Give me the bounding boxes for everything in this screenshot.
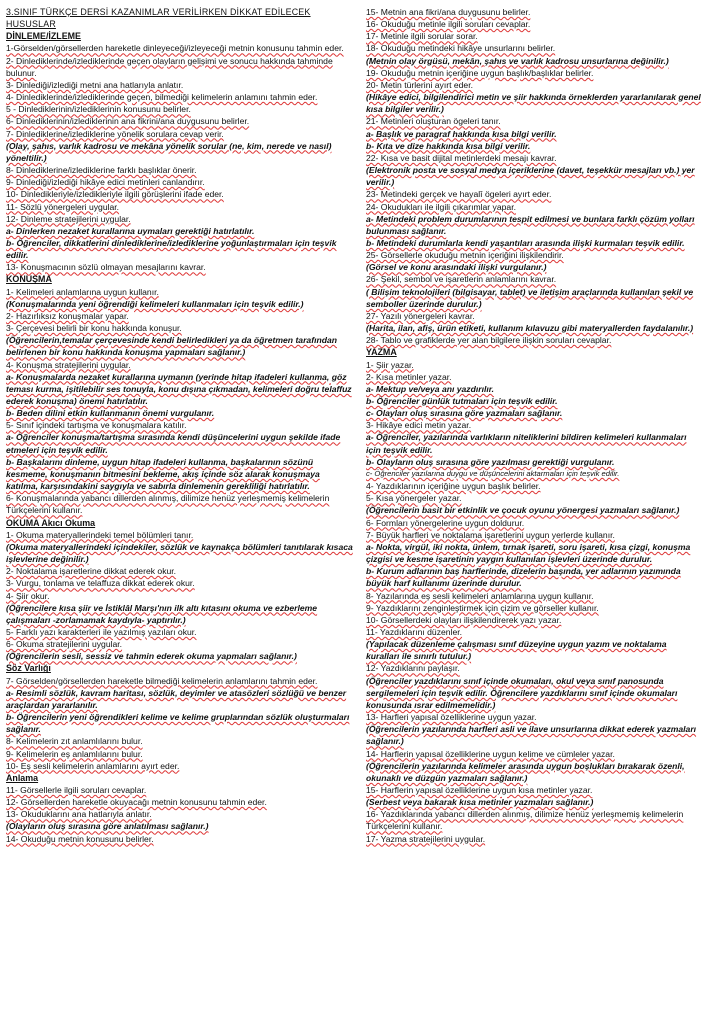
guidance-note: (Öğrencilerin yazılarında harfleri asli ve ilave unsurlarına dikkat ederek yazmaları sağlanır.) (366, 724, 697, 747)
learning-outcome: 14- Harflerin yapısal özelliklerine uygun kelime ve cümleler yazar. (366, 748, 615, 759)
learning-outcome: 12- Görsellerden hareketle okuyacağı metnin konusunu tahmin eder. (6, 797, 267, 808)
guidance-note: b- Öğrencilerin yeni öğrendikleri kelime ve kelime gruplarından sözlük oluşturmaları sağlanır. (6, 712, 350, 735)
guidance-note: ( Bilişim teknolojileri (bilgisayar, tablet) ve iletişim araçlarında kullanılan şekil ve semboller üzerinde durulur.) (366, 286, 694, 309)
learning-outcome: 5- Farklı yazı karakterleri ile yazılmış yazıları okur. (6, 626, 197, 637)
section-heading: KONUŞMA (6, 274, 52, 285)
guidance-note: (Öğrencilerin yazılarında kelimeler arasında uygun boşlukları bırakarak özenli, okunaklı ve düzgün yazmaları sağlanır.) (366, 760, 685, 783)
learning-outcome: 7- Dinlediklerine/izlediklerine yönelik sorulara cevap verir. (6, 128, 224, 139)
learning-outcome: 3- Vurgu, tonlama ve telaffuza dikkat ederek okur. (6, 578, 195, 589)
learning-outcome: 3- Dinlediği/izlediği metni ana hatlarıyla anlatır. (6, 79, 184, 90)
learning-outcome: 7- Büyük harfleri ve noktalama işaretlerini uygun yerlerde kullanır. (366, 529, 615, 540)
guidance-note: b- Kıta ve dize hakkında kısa bilgi verilir. (366, 140, 531, 151)
learning-outcome: 1- Şiir yazar. (366, 359, 414, 370)
learning-outcome: 8- Kelimelerin zıt anlamlılarını bulur. (6, 736, 143, 747)
guidance-note: a- Nokta, virgül, iki nokta, ünlem, tırnak işareti, soru işareti, kısa çizgi, konuşma çizgisi ve kesme işaretinin yaygın kullanılan işlevleri üzerinde durulur. (366, 541, 691, 565)
learning-outcome: 8- Yazılarında eş sesli kelimeleri anlamlarına uygun kullanır. (366, 590, 594, 601)
guidance-note: (Öğrenciler yazdıklarını sınıf içinde okumaları, okul veya sınıf panosunda sergilemeleri için teşvik edilir. Öğrencilere yazdıklarını sınıf içinde okumaları konusunda ısrar edilmemelidir.) (366, 675, 678, 710)
learning-outcome: 9- Kelimelerin eş anlamlılarını bulur. (6, 748, 143, 759)
learning-outcome: 1- Kelimeleri anlamlarına uygun kullanır. (6, 286, 159, 297)
learning-outcome: 20- Metin türlerini ayırt eder. (366, 79, 473, 90)
guidance-note: (Öğrencilerin basit bir etkinlik ve çocuk oyunu yönergesi yazmaları sağlanır.) (366, 505, 680, 516)
guidance-note: b- Başkalarını dinleme, uygun hitap ifadeleri kullanma, başkalarının sözünü kesmeme, konuşmanın bitmesini bekleme, akış içinde söz alarak konuşmaya katılma, karşısındakini saygıyla ve sabırla dinlemenin gerekliliği hatırlatılır. (6, 456, 320, 492)
learning-outcome: 3- Hikâye edici metin yazar. (366, 420, 472, 431)
guidance-note: a- Dinlerken nezaket kurallarına uymaları gerektiği hatırlatılır. (6, 225, 255, 236)
learning-outcome: 11- Görsellerle ilgili soruları cevaplar. (6, 785, 147, 795)
guidance-note: (Görsel ve konu arasındaki ilişki vurgulanır.) (366, 262, 547, 273)
guidance-note: (Serbest veya bakarak kısa metinler yazmaları sağlanır.) (366, 797, 594, 808)
guidance-note: (Öğrencilerin,temalar çerçevesinde kendi belirledikleri ya da öğretmen tarafından belirlenen bir konu hakkında konuşma yapmaları sağlanır.) (6, 335, 337, 358)
guidance-note: (Olayların oluş sırasına göre anlatılması sağlanır.) (6, 821, 209, 832)
learning-outcome: 6- Formları yönergelerine uygun doldurur. (366, 517, 525, 528)
learning-outcome: 6- Konuşmalarında yabancı dillerden alınmış, dilimize henüz yerleşmemiş kelimelerin Türkçelerini kullanır. (6, 493, 330, 516)
guidance-note: (Konuşmalarında yeni öğrendiği kelimeleri kullanmaları için teşvik edilir.) (6, 298, 304, 309)
learning-outcome: 2- Dinlediklerinde/izlediklerinde geçen olayların gelişimi ve sonucu hakkında tahminde bulunur. (6, 55, 333, 78)
guidance-note: (Öğrencilerin sesli, sessiz ve tahmin ederek okuma yapmaları sağlanır.) (6, 651, 297, 662)
learning-outcome: 2- Hazırlıksız konuşmalar yapar. (6, 310, 129, 321)
learning-outcome: 10- Görsellerdeki olayları ilişkilendirerek yazı yazar. (366, 614, 562, 625)
learning-outcome: 25- Görsellerle okuduğu metnin içeriğini ilişkilendirir. (366, 250, 564, 261)
learning-outcome: 6- Okuma stratejilerini uygular. (6, 639, 123, 650)
learning-outcome: 13- Okuduklarını ana hatlarıyla anlatır. (6, 809, 152, 820)
guidance-note: (Olay, şahıs, varlık kadrosu ve mekâna yönelik sorular (ne, kim, nerede ve nasıl) yöneltilir.) (6, 140, 332, 163)
learning-outcome: 16- Okuduğu metinle ilgili soruları cevaplar. (366, 19, 531, 30)
guidance-note: b- Kurum adlarının baş harflerinde, dizelerin başında, yer adlarının yazımında büyük harf kullanımı üzerinde durulur. (366, 566, 681, 589)
learning-outcome: 12- Yazdıklarını paylaşır. (366, 663, 460, 674)
learning-outcome: 5- Kısa yönergeler yazar. (366, 493, 462, 504)
guidance-note: c- Öğrenciler yazılarına duygu ve düşüncelerini aktarmaları için teşvik edilir. (366, 468, 620, 478)
learning-outcome: 15- Harflerin yapısal özelliklerine uygun kısa metinler yazar. (366, 785, 593, 795)
left-column (6, 6, 362, 1036)
learning-outcome: 3- Çerçevesi belirli bir konu hakkında konuşur. (6, 323, 182, 334)
learning-outcome: 26- Şekil, sembol ve işaretlerin anlamlarını kavrar. (366, 274, 557, 285)
learning-outcome: 14- Okuduğu metnin konusunu belirler. (6, 833, 154, 844)
guidance-note: b- Öğrenciler günlük tutmaları için teşvik edilir. (366, 396, 558, 406)
guidance-note: (Yapılacak düzenleme çalışması sınıf düzeyine uygun yazım ve noktalama kuralları ile sınırlı tutulur.) (366, 639, 667, 662)
guidance-note: a- Öğrenciler konuşma/tartışma sırasında kendi düşüncelerini uygun şekilde ifade etmeleri için teşvik edilir. (6, 432, 341, 455)
learning-outcome: 19- Okuduğu metnin içeriğine uygun başlık/başlıklar belirler. (366, 67, 594, 78)
learning-outcome: 15- Metnin ana fikri/ana duygusunu belirler. (366, 7, 531, 17)
learning-outcome: 4- Yazdıklarının içeriğine uygun başlık belirler. (366, 481, 541, 492)
learning-outcome: 2- Kısa metinler yazar. (366, 371, 452, 382)
right-column (362, 6, 702, 1036)
section-heading: DİNLEME/İZLEME (6, 31, 81, 42)
learning-outcome: 28- Tablo ve grafiklerde yer alan bilgilere ilişkin soruları cevaplar. (366, 335, 612, 346)
guidance-note: a- Öğrenciler, yazılarında varlıkların niteliklerini bildiren kelimeleri kullanmaları için teşvik edilir. (366, 432, 687, 455)
learning-outcome: 7- Görselden/görsellerden hareketle bilmediği kelimelerin anlamlarını tahmin eder. (6, 675, 318, 686)
learning-outcome: 18- Okuduğu metindeki hikâye unsurlarını belirler. (366, 43, 556, 54)
learning-outcome: 13- Harfleri yapısal özelliklerine uygun yazar. (366, 712, 537, 723)
learning-outcome: 8- Dinlediklerine/izlediklerine farklı başlıklar önerir. (6, 165, 197, 176)
learning-outcome: 6- Dinlediklerinin/izlediklerinin ana fikrini/ana duygusunu belirler. (6, 116, 250, 127)
learning-outcome: 17- Metinle ilgili sorular sorar. (366, 31, 478, 42)
document-title: 3.SINIF TÜRKÇE DERSİ KAZANIMLAR VERİLİRKEN DİKKAT EDİLECEK HUSUSLAR (6, 7, 311, 30)
learning-outcome: 11- Sözlü yönergeleri uygular. (6, 201, 120, 212)
section-heading: OKUMA Akıcı Okuma (6, 517, 96, 528)
guidance-note: a- Başlık ve paragraf hakkında kısa bilgi verilir. (366, 128, 557, 139)
learning-outcome: 5 - Dinlediklerinin/izlediklerinin konusunu belirler. (6, 104, 191, 115)
learning-outcome: 2- Noktalama işaretlerine dikkat ederek okur. (6, 566, 177, 577)
guidance-note: c- Olayları oluş sırasına göre yazmaları sağlanır. (366, 408, 563, 419)
learning-outcome: 17- Yazma stratejilerini uygular. (366, 833, 486, 844)
guidance-note: (Elektronik posta ve sosyal medya içeriklerine (davet, teşekkür mesajları vb.) yer verilir.) (366, 165, 695, 188)
guidance-note: a- Konuşmalarda nezaket kurallarına uymanın (yerinde hitap ifadeleri kullanma, göz teması kurma, işitilebilir ses tonuyla, konu dışına çıkmadan, kelimeleri doğru telaffuz ederek konuşma) önemi hatırlatılır. (6, 371, 352, 406)
learning-outcome: 9- Yazdıklarını zenginleştirmek için çizim ve görseller kullanır. (366, 602, 599, 613)
guidance-note: a- Metindeki problem durumlarının tespit edilmesi ve bunlara farklı çözüm yolları bulunması sağlanır. (366, 213, 695, 236)
guidance-note: (Öğrencilere kısa şiir ve İstiklâl Marşı'nın ilk altı kıtasını okuma ve ezberleme çalışmaları -zorlamamak kaydıyla- yaptırılır.) (6, 602, 318, 625)
section-heading: Anlama (6, 772, 39, 783)
learning-outcome: 21- Metinleri oluşturan ögeleri tanır. (366, 116, 501, 127)
guidance-note: b- Metindeki durumlarla kendi yaşantıları arasında ilişki kurmaları teşvik edilir. (366, 237, 685, 248)
learning-outcome: 4- Şiir okur. (6, 590, 50, 601)
guidance-note: b- Olayların oluş sırasına göre yazılması gerektiği vurgulanır. (366, 456, 615, 467)
guidance-note: a- Mektup ve/veya anı yazdırılır. (366, 383, 495, 394)
learning-outcome: 27- Yazılı yönergeleri kavrar. (366, 310, 475, 321)
learning-outcome: 4- Dinlediklerinde/izlediklerinde geçen, bilmediği kelimelerin anlamını tahmin eder. (6, 92, 318, 103)
learning-outcome: 1- Okuma materyallerindeki temel bölümleri tanır. (6, 529, 194, 540)
section-heading: YAZMA (366, 347, 397, 358)
guidance-note: (Metnin olay örgüsü, mekân, şahıs ve varlık kadrosu unsurlarına değinilir.) (366, 55, 669, 66)
guidance-note: (Hikâye edici, bilgilendirici metin ve şiir hakkında örneklerden yararlanılarak genel kısa bilgiler verilir.) (366, 92, 701, 115)
learning-outcome: 1-Görselden/görsellerden hareketle dinleyeceği/izleyeceği metnin konusunu tahmin eder. (6, 43, 344, 54)
learning-outcome: 4- Konuşma stratejilerini uygular. (6, 359, 131, 370)
guidance-note: (Okuma materyallerindeki içindekiler, sözlük ve kaynakça bölümleri tanıtılarak kısaca işlevlerine değinilir.) (6, 541, 353, 565)
learning-outcome: 24- Okudukları ile ilgili çıkarımlar yapar. (366, 201, 516, 212)
guidance-note: (Harita, ilan, afiş, ürün etiketi, kullanım kılavuzu gibi materyallerden faydalanılır.) (366, 323, 694, 334)
learning-outcome: 13- Konuşmacının sözlü olmayan mesajlarını kavrar. (6, 262, 206, 273)
learning-outcome: 12- Dinleme stratejilerini uygular. (6, 213, 131, 224)
learning-outcome: 10- Eş sesli kelimelerin anlamlarını ayırt eder. (6, 760, 180, 771)
learning-outcome: 16- Yazdıklarında yabancı dillerden alınmış, dilimize henüz yerleşmemiş kelimelerin Türkçelerini kullanır. (366, 809, 684, 832)
learning-outcome: 10- Dinledikleriyle/izledikleriyle ilgili görüşlerini ifade eder. (6, 189, 224, 200)
learning-outcome: 22- Kısa ve basit dijital metinlerdeki mesajı kavrar. (366, 152, 557, 163)
guidance-note: a- Resimli sözlük, kavram haritası, sözlük, deyimler ve atasözleri sözlüğü ve benzer araçlardan yararlanılır. (6, 687, 347, 710)
guidance-note: b- Öğrenciler, dikkatlerini dinlediklerine/izlediklerine yoğunlaştırmaları için teşvik edilir. (6, 237, 337, 261)
learning-outcome: 23- Metindeki gerçek ve hayalî ögeleri ayırt eder. (366, 189, 552, 200)
learning-outcome: 5- Sınıf içindeki tartışma ve konuşmalara katılır. (6, 420, 187, 431)
learning-outcome: 11- Yazdıklarını düzenler. (366, 626, 463, 637)
learning-outcome: 9- Dinlediği/izlediği hikâye edici metinleri canlandırır. (6, 177, 205, 188)
section-heading: Söz Varlığı (6, 663, 51, 674)
guidance-note: b- Beden dilini etkin kullanmanın önemi vurgulanır. (6, 408, 215, 419)
